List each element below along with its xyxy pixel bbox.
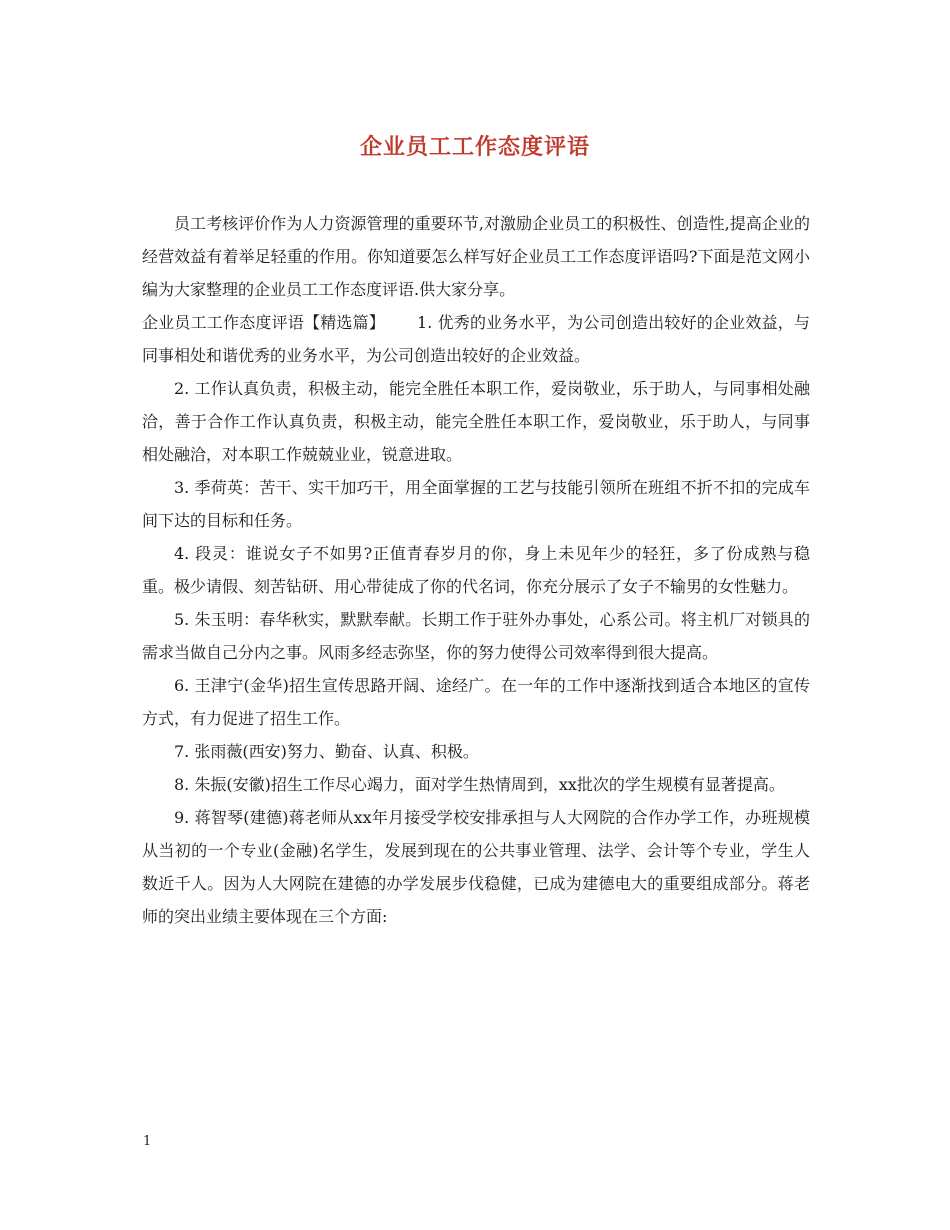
- intro-paragraph: 员工考核评价作为人力资源管理的重要环节,对激励企业员工的积极性、创造性,提高企业的经营效益有着举足轻重的作用。你知道要怎么样写好企业员工工作态度评语吗?下面是范文网小编为大家整理的企业员工工作态度评语.供大家分享。: [142, 214, 810, 299]
- page-title: 企业员工工作态度评语: [359, 134, 590, 160]
- list-item-5: 5. 朱玉明：春华秋实，默默奉献。长期工作于驻外办事处，心系公司。将主机厂对锁具的需求当做自己分内之事。风雨多经志弥坚，你的努力使得公司效率得到很大提高。: [142, 610, 810, 662]
- list-item-2: 2. 工作认真负责，积极主动，能完全胜任本职工作，爱岗敬业，乐于助人，与同事相处融洽，善于合作工作认真负责，积极主动，能完全胜任本职工作，爱岗敬业，乐于助人，与同事相处融洽，对本职工作兢兢业业，锐意进取。: [142, 379, 810, 464]
- list-item-8: 8. 朱振(安徽)招生工作尽心竭力，面对学生热情周到，xx批次的学生规模有显著提高。: [174, 775, 785, 794]
- spacer: [385, 313, 417, 332]
- document-body: [142, 207, 810, 933]
- section-paragraph: [142, 306, 810, 372]
- list-item-4: 4. 段灵：谁说女子不如男?正值青春岁月的你，身上未见年少的轻狂，多了份成熟与稳重。极少请假、刻苦钻研、用心带徒成了你的代名词，你充分展示了女子不输男的女性魅力。: [142, 544, 810, 596]
- list-item-9: 9. 蒋智琴(建德)蒋老师从xx年月接受学校安排承担与人大网院的合作办学工作，办班规模从当初的一个专业(金融)名学生，发展到现在的公共事业管理、法学、会计等个专业，学生人数近千人。因为人大网院在建德的办学发展步伐稳健，已成为建德电大的重要组成部分。蒋老师的突出业绩主要体现在三个方面:: [142, 808, 810, 926]
- section-heading: 企业员工工作态度评语【精选篇】: [142, 313, 386, 332]
- page-number: 1: [143, 1134, 152, 1149]
- list-item-1: 1. 优秀的业务水平，为公司创造出较好的企业效益，与同事相处和谐优秀的业务水平，为公司创造出较好的企业效益。: [142, 313, 810, 365]
- list-item-6: 6. 王津宁(金华)招生宣传思路开阔、途经广。在一年的工作中逐渐找到适合本地区的宣传方式，有力促进了招生工作。: [142, 676, 810, 728]
- list-item-7: 7. 张雨薇(西安)努力、勤奋、认真、积极。: [174, 742, 479, 761]
- list-item-3: 3. 季荷英：苦干、实干加巧干，用全面掌握的工艺与技能引领所在班组不折不扣的完成车间下达的目标和任务。: [142, 478, 810, 530]
